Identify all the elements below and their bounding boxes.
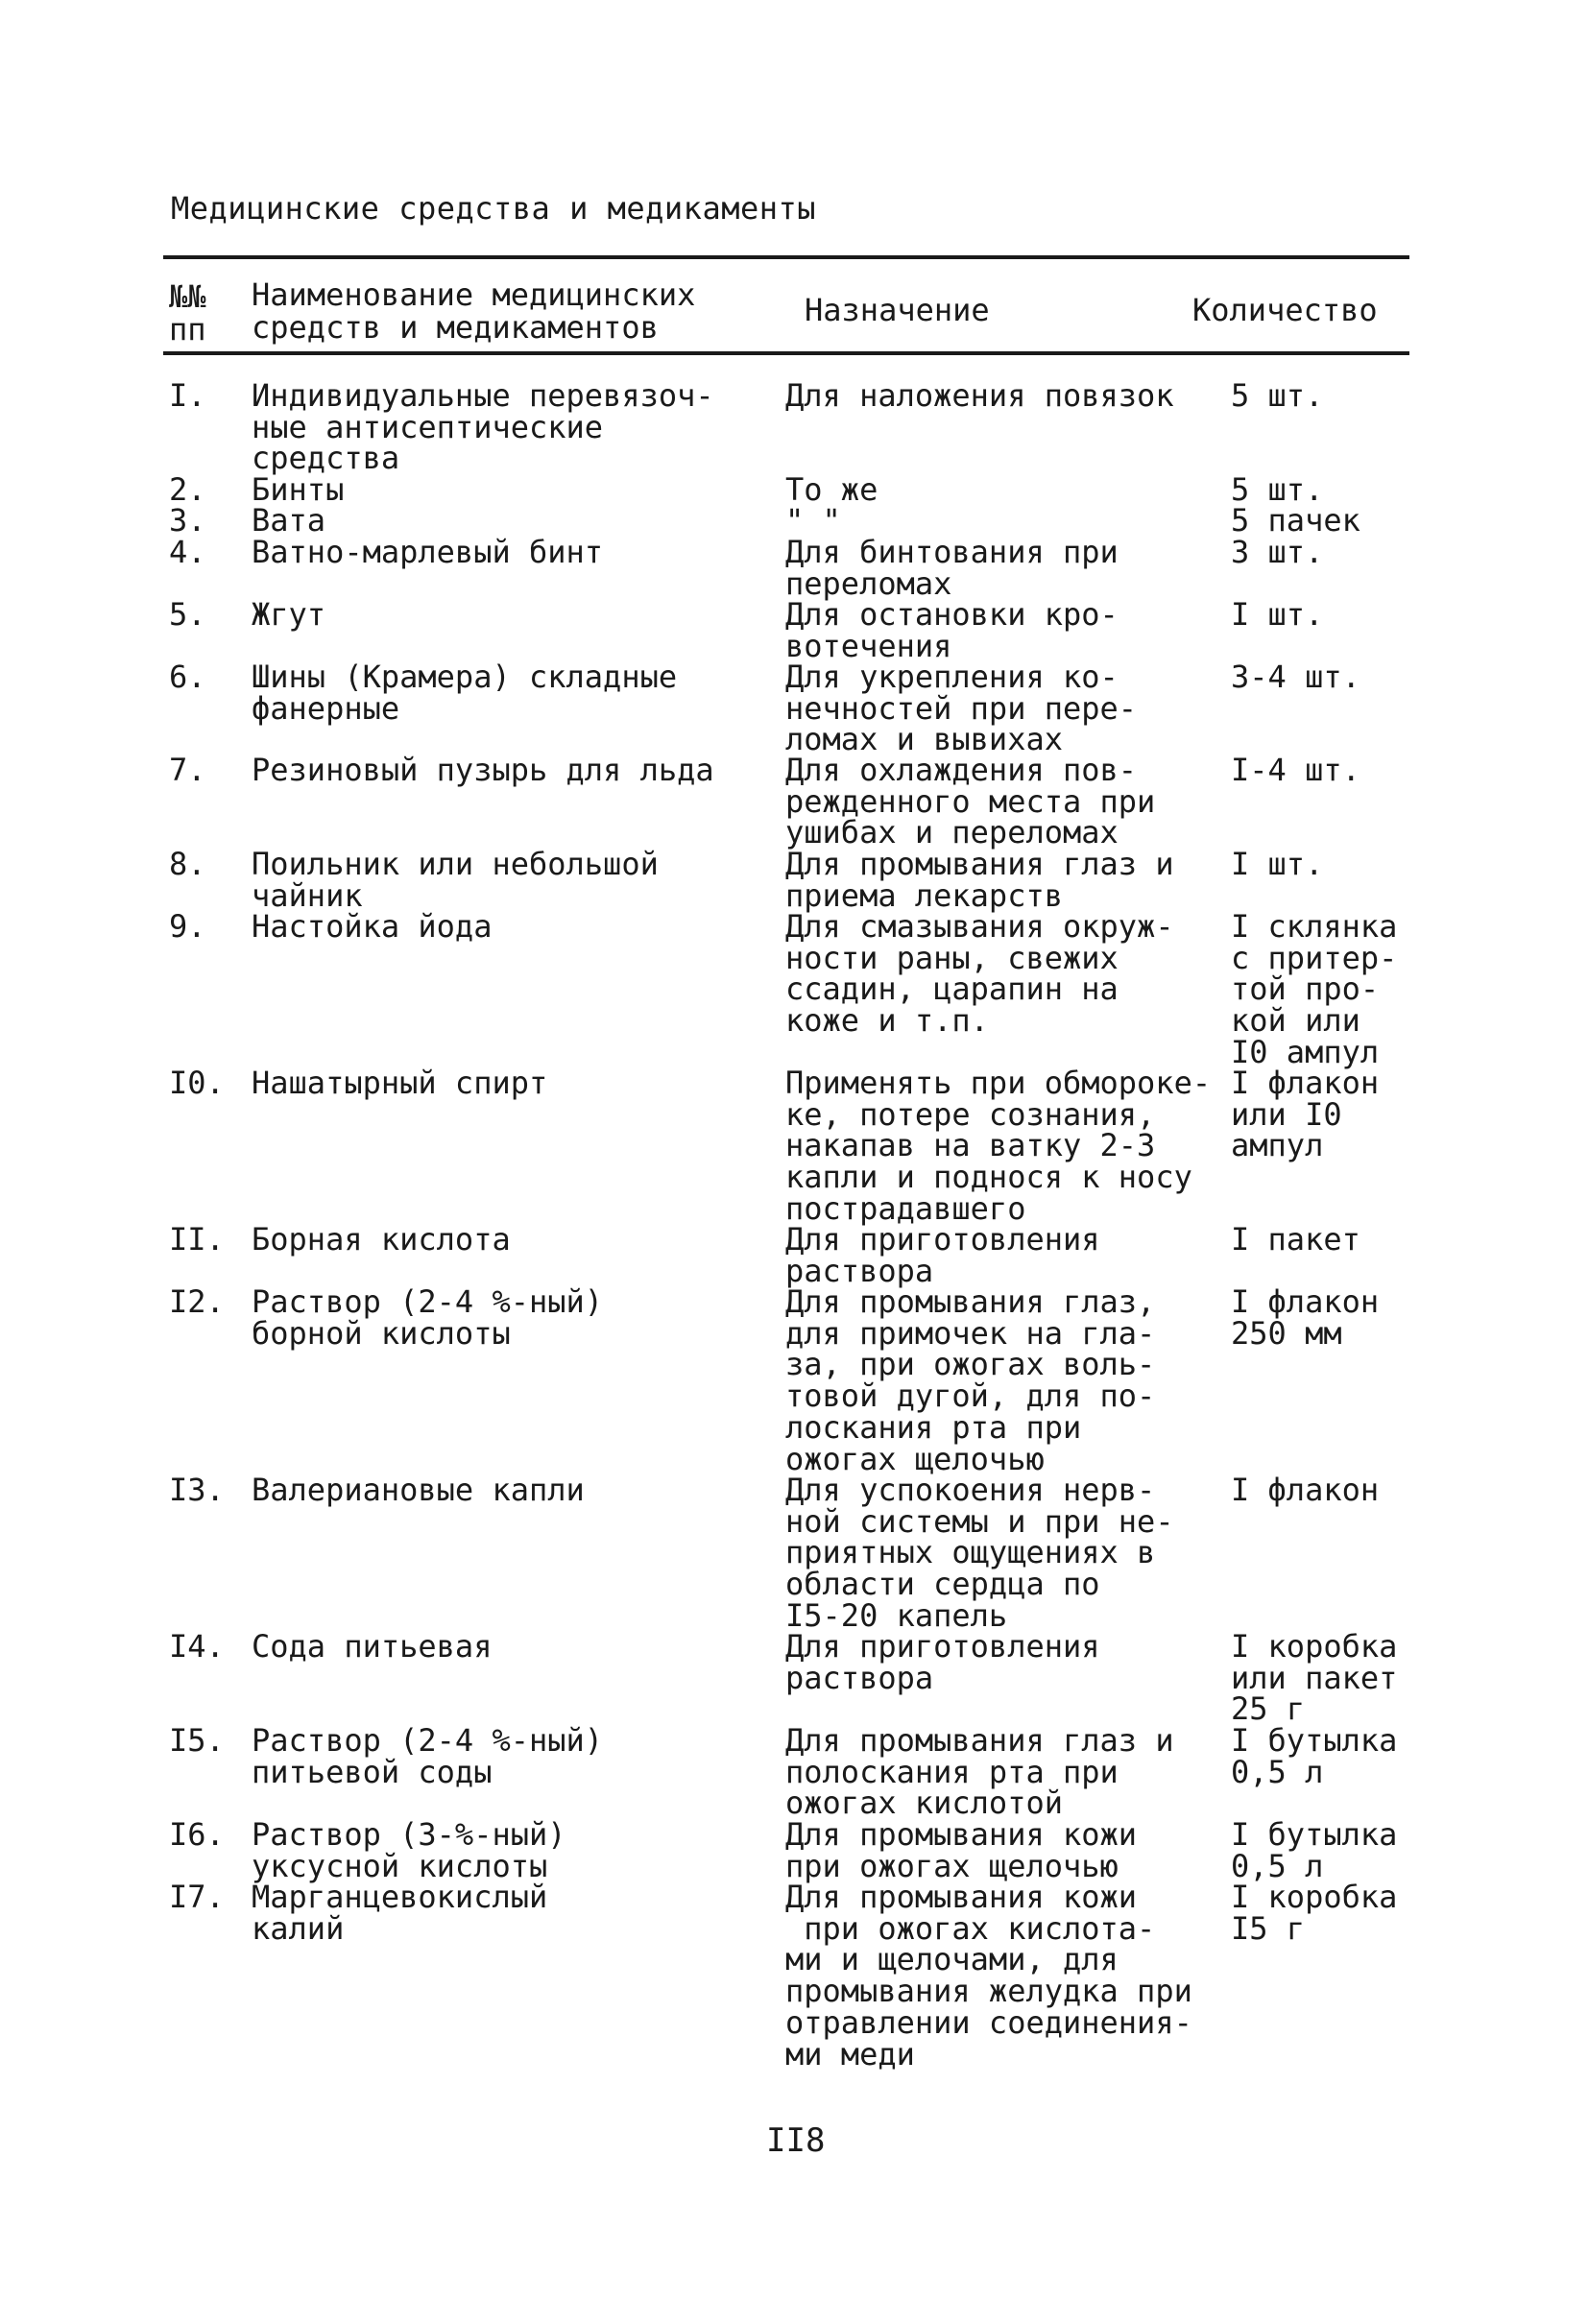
row-purpose: Для бинтования при переломах [785,534,1119,602]
row-quantity: 3-4 шт. [1231,659,1360,695]
row-number: I7. [169,1879,225,1915]
row-quantity: I шт. [1231,846,1324,882]
row-quantity: I флакон 250 мм [1231,1283,1380,1352]
row-number: I. [169,377,206,414]
row-name: Сода питьевая [252,1628,493,1665]
row-number: 4. [169,534,206,570]
row-number: I2. [169,1283,225,1320]
row-quantity: I бутылка 0,5 л [1231,1816,1398,1884]
row-name: Нашатырный спирт [252,1065,548,1101]
header-purpose: Назначение [805,292,990,328]
row-number: II. [169,1221,225,1258]
row-name: Поильник или небольшой чайник [252,846,659,914]
row-number: 6. [169,659,206,695]
row-purpose: Для успокоения нерв- ной системы и при не- приятных ощущениях в области сердца по I5-20 капель [785,1472,1174,1634]
row-name: Вата [252,502,326,539]
row-name: Шины (Крамера) складные фанерные [252,659,678,727]
row-number: 8. [169,846,206,882]
row-name: Настойка йода [252,908,493,945]
row-number: 9. [169,908,206,945]
row-quantity: I коробка или пакет 25 г [1231,1628,1398,1728]
row-purpose: Для охлаждения пов- режденного места при ушибах и переломах [785,752,1156,851]
row-number: I4. [169,1628,225,1665]
row-purpose: Для промывания глаз, для примочек на гла- за, при ожогах воль- товой дугой, для по- лоскания рта при ожогах щелочью [785,1283,1156,1477]
header-quantity: Количество [1192,292,1378,328]
row-quantity: I флакон или I0 ампул [1231,1065,1380,1164]
row-number: 2. [169,471,206,508]
header-name: Наименование медицинских средств и медикаментов [252,276,696,346]
row-quantity: I-4 шт. [1231,752,1360,788]
row-purpose: Для смазывания окруж- ности раны, свежих ссадин, царапин на коже и т.п. [785,908,1174,1040]
row-name: Раствор (2-4 %-ный) питьевой соды [252,1722,604,1790]
row-name: Марганцевокислый калий [252,1879,548,1947]
row-number: 7. [169,752,206,788]
row-quantity: I коробка I5 г [1231,1879,1398,1947]
table-header-rule [163,351,1409,355]
row-quantity: I флакон [1231,1472,1380,1508]
row-name: Бинты [252,471,345,508]
page-title: Медицинские средства и медикаменты [171,190,817,227]
row-number: I0. [169,1065,225,1101]
row-quantity: 5 пачек [1231,502,1360,539]
row-purpose: Для укрепления ко- нечностей при пере- ломах и вывихах [785,659,1138,758]
row-quantity: 5 шт. [1231,377,1324,414]
row-number: I5. [169,1722,225,1759]
row-quantity: I склянка с притер- той про- кой или I0 ампул [1231,908,1398,1070]
table-top-rule [163,255,1409,259]
row-number: I6. [169,1816,225,1853]
row-purpose: Для наложения повязок [785,377,1174,414]
row-purpose: Для остановки кро- вотечения [785,596,1119,664]
row-name: Раствор (3-%-ный) уксусной кислоты [252,1816,566,1884]
row-name: Борная кислота [252,1221,511,1258]
row-number: 5. [169,596,206,633]
row-purpose: Для приготовления раствора [785,1221,1100,1289]
row-number: I3. [169,1472,225,1508]
row-purpose: То же [785,471,878,508]
row-quantity: I бутылка 0,5 л [1231,1722,1398,1790]
row-name: Индивидуальные перевязоч- ные антисептические средства [252,377,714,477]
row-name: Раствор (2-4 %-ный) борной кислоты [252,1283,604,1352]
row-name: Жгут [252,596,326,633]
row-purpose: Для промывания глаз и полоскания рта при ожогах кислотой [785,1722,1174,1822]
row-purpose: " " [785,502,841,539]
row-purpose: Применять при обмороке- ке, потере сознания, накапав на ватку 2-3 капли и поднося к носу пострадавшего [785,1065,1212,1227]
page-number: II8 [766,2121,826,2160]
row-quantity: I пакет [1231,1221,1360,1258]
row-purpose: Для промывания глаз и приема лекарств [785,846,1174,914]
row-purpose: Для промывания кожи при ожогах щелочью [785,1816,1138,1884]
row-number: 3. [169,502,206,539]
row-purpose: Для промывания кожи при ожогах кислота- ми и щелочами, для промывания желудка при отравлении соединения- ми меди [785,1879,1192,2072]
row-quantity: 5 шт. [1231,471,1324,508]
header-number: №№ пп [169,278,206,347]
row-name: Ватно-марлевый бинт [252,534,604,570]
row-name: Резиновый пузырь для льда [252,752,714,788]
row-quantity: 3 шт. [1231,534,1324,570]
row-quantity: I шт. [1231,596,1324,633]
row-name: Валериановые капли [252,1472,585,1508]
row-purpose: Для приготовления раствора [785,1628,1100,1696]
